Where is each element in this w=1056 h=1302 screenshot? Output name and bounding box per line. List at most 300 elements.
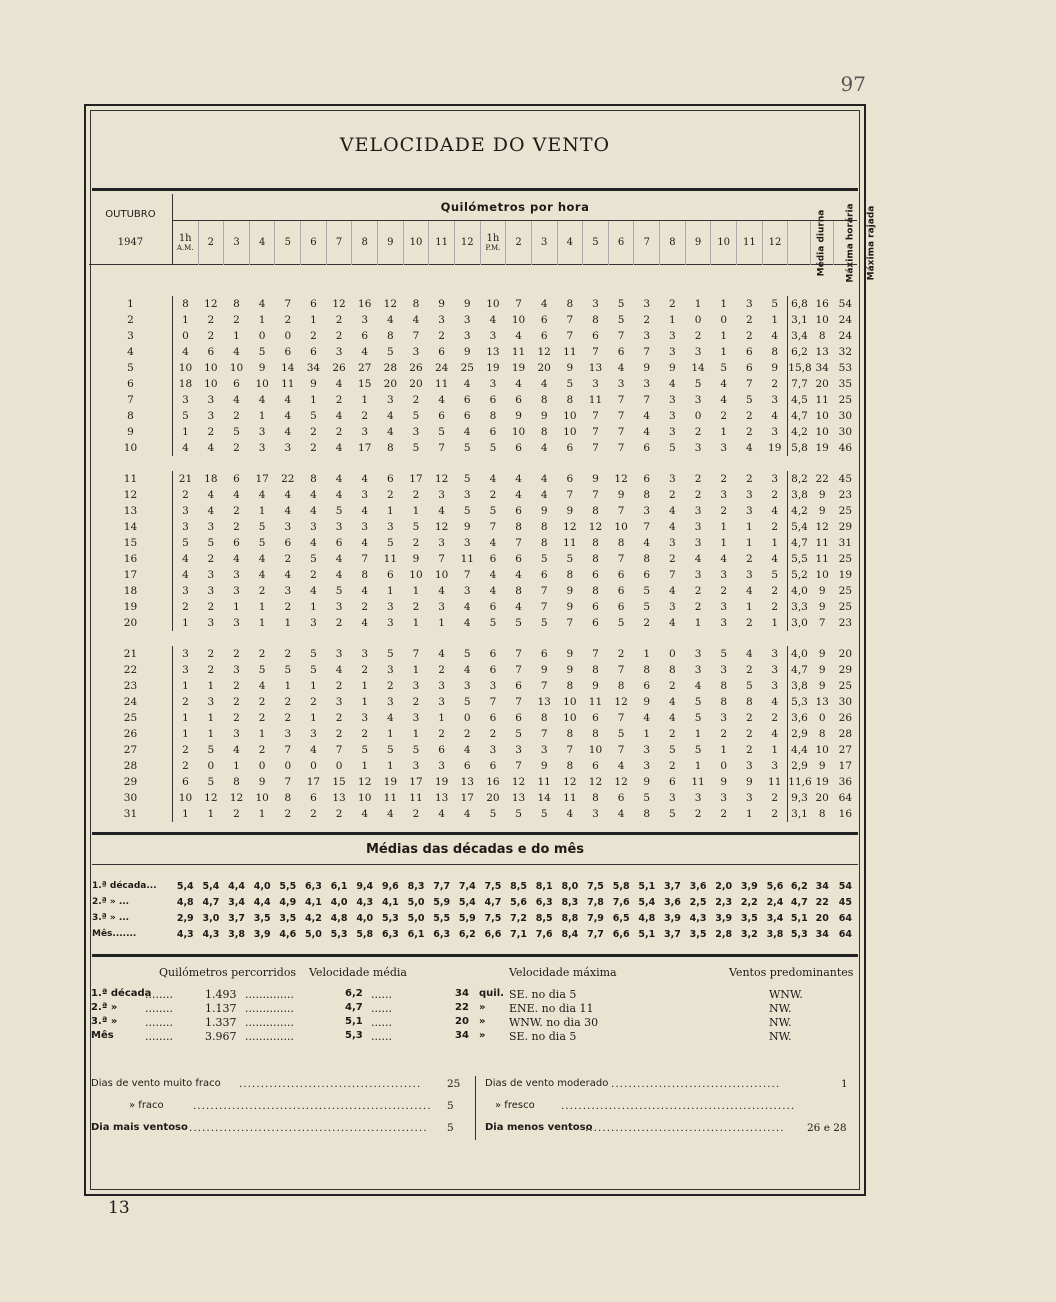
fraco-label: » fraco [129,1100,164,1111]
value-cell: 3 [233,585,240,597]
value-cell: 5 [233,426,240,438]
value-cell: 28 [838,728,853,740]
day-cell: 4 [89,344,172,360]
value-cell: 11 [281,378,295,390]
value-cell: 1 [233,760,240,772]
value-cell: 1 [745,521,753,533]
value-cell: 8 [540,537,548,549]
value-cell: 5 [540,553,548,565]
average-value: 6,3 [381,928,399,940]
hour-header: 5 [583,220,609,265]
value-cell: 4 [335,664,343,676]
value-cell: 26 [332,362,346,374]
value-cell: 8 [643,808,651,820]
value-cell: 2 [694,473,702,485]
value-cell: 7 [592,346,599,358]
value-cell: 3 [310,617,317,629]
leader-dots: ........ [145,1030,173,1043]
value-cell: 9 [540,505,548,517]
value-cell: 1 [412,505,420,517]
value-cell: 7 [566,744,574,756]
value-cell: 8 [643,553,651,565]
summary-label: 3.ª » [91,1016,118,1027]
hour-header: 11 [737,220,763,265]
value-cell: 8 [489,410,497,422]
value-cell: 9 [566,585,574,597]
value-cell: 7 [617,330,625,342]
value-cell: 3 [720,617,728,629]
average-value: 5,5 [433,912,451,924]
value-cell: 2 [643,314,651,326]
value-cell: 6 [387,473,394,485]
value-cell: 2 [335,314,343,326]
value-cell: 12 [383,298,398,310]
value-cell: 2 [745,617,753,629]
average-value: 9,6 [381,880,399,892]
value-cell: 4,2 [788,503,811,519]
value-cell: 2 [361,664,369,676]
table-row [89,440,857,456]
value-cell: 4,5 [788,392,811,408]
value-cell: 3 [720,712,728,724]
value-cell: 9 [643,696,651,708]
value-cell: 3 [463,585,471,597]
value-cell: 7 [745,378,753,390]
value-cell: 2 [387,489,394,501]
value-cell: 4 [489,537,497,549]
value-cell: 0 [818,712,826,724]
value-cell: 8 [720,696,728,708]
value-cell: 8,2 [788,471,811,487]
value-cell: 23 [838,489,853,501]
value-cell: 3 [643,298,651,310]
value-cell: 11 [537,776,551,788]
value-cell: 3 [335,601,343,613]
value-cell: 9 [566,601,574,613]
value-cell: 4 [284,410,292,422]
value-cell: 6 [463,760,471,772]
value-cell: 4 [335,569,343,581]
value-cell: 1 [207,680,215,692]
value-cell: 1 [745,537,753,549]
value-cell: 2 [412,537,420,549]
average-value: 9,4 [356,880,374,892]
value-cell: 9 [566,664,574,676]
value-cell: 8 [284,792,292,804]
value-cell: 5 [284,664,292,676]
value-cell: 32 [838,346,853,358]
value-cell: 11 [563,537,577,549]
value-cell: 5 [489,617,497,629]
summary-label: 2.ª » [91,1002,118,1013]
value-cell: 19 [434,776,449,788]
summary-header: Velocidade média [309,966,407,979]
value-cell: 3 [335,346,343,358]
value-cell: 2 [745,426,753,438]
value-cell: 2 [335,728,343,740]
average-value: 3,9 [664,912,681,924]
value-cell: 11 [691,776,705,788]
value-cell: 4 [284,569,292,581]
value-cell: 1 [694,760,702,772]
value-cell: 7 [617,442,625,454]
value-cell: 4 [361,585,369,597]
value-cell: 3 [745,298,753,310]
value-cell: 2 [233,680,240,692]
average-value: 4,3 [202,928,220,940]
value-cell: 4 [335,442,343,454]
value-cell: 2 [720,728,728,740]
value-cell: 8 [566,760,574,772]
value-cell: 6 [233,473,240,485]
value-cell: 7 [515,298,522,310]
value-cell: 6 [438,346,445,358]
value-cell: 5 [669,808,676,820]
value-cell: 0 [720,760,728,772]
value-cell: 12 [563,521,577,533]
value-cell: 9 [818,760,826,772]
value-cell: 5 [310,664,317,676]
value-cell: 2 [489,728,497,740]
day-cell: 26 [89,726,172,742]
value-cell: 9 [818,680,826,692]
value-cell: 3 [694,346,702,358]
value-cell: 3 [233,569,240,581]
value-cell: 8 [592,664,599,676]
value-cell: 9 [463,521,471,533]
average-value: 5,4 [458,896,476,908]
average-value: 3,7 [228,912,245,924]
value-cell: 1 [182,728,189,740]
average-value: 7,5 [484,880,502,892]
day-cell: 28 [89,758,172,774]
value-cell: 4 [310,489,317,501]
leader-dots: .............. [245,1016,294,1029]
value-cell: 9 [818,585,826,597]
value-cell: 1 [387,585,394,597]
value-cell: 4 [515,569,522,581]
value-cell: 3 [771,473,779,485]
value-cell: 1 [412,664,420,676]
average-value: 8,1 [535,880,553,892]
value-cell: 4 [669,696,676,708]
value-cell: 8 [361,569,369,581]
value-cell: 1 [182,680,189,692]
average-value: 8,5 [510,880,527,892]
page-number: 97 [840,72,866,96]
value-cell: 6 [617,792,625,804]
value-cell: 25 [838,585,853,597]
media-diurna-header-text: Média diurna [816,209,827,277]
hour-header: 12 [762,220,788,265]
value-cell: 29 [838,664,853,676]
title-rule [92,188,858,191]
value-cell: 15 [358,378,372,390]
value-cell: 0 [284,760,292,772]
value-cell: 5 [310,648,317,660]
value-cell: 7 [463,569,471,581]
value-cell: 4,0 [788,646,811,662]
value-cell: 3 [258,426,266,438]
value-cell: 2 [207,553,215,565]
value-cell: 4 [669,521,676,533]
value-cell: 2 [745,728,753,740]
value-cell: 4 [310,537,317,549]
value-cell: 7 [592,648,599,660]
value-cell: 24 [838,330,853,342]
value-cell: 2 [335,330,343,342]
value-cell: 3 [182,521,189,533]
value-cell: 4 [720,553,728,565]
value-cell: 8 [771,346,779,358]
value-cell: 2 [233,442,240,454]
value-cell: 4 [207,505,215,517]
table-row [89,694,857,710]
value-cell: 3 [694,792,702,804]
value-cell: 10 [563,712,577,724]
value-cell: 46 [838,442,853,454]
value-cell: 7 [515,648,522,660]
value-cell: 4 [771,410,779,422]
value-cell: 5 [207,744,215,756]
value-cell: 34 [306,362,321,374]
average-value: 5,0 [407,912,425,924]
value-cell: 30 [838,426,853,438]
average-value: 4,0 [253,880,271,892]
average-value: 7,5 [587,880,604,892]
table-row [89,487,857,503]
value-cell: 16 [815,298,829,310]
leader-dots: ........ [145,1016,173,1029]
value-cell: 4 [669,712,676,724]
value-cell: 24 [838,314,853,326]
average-value: 6,3 [433,928,451,940]
value-cell: 7 [566,489,574,501]
value-cell: 1 [412,585,420,597]
average-value: 5,1 [638,928,656,940]
page-title: VELOCIDADE DO VENTO [339,134,611,156]
value-cell: 45 [838,473,853,485]
value-cell: 1 [745,601,753,613]
value-cell: 0 [669,648,676,660]
value-cell: 3 [438,760,445,772]
value-cell: 5 [566,378,574,390]
table-row [89,710,857,726]
value-cell: 5 [566,553,574,565]
value-cell: 28 [383,362,398,374]
hour-header: 2 [198,220,224,265]
value-cell: 5 [643,792,651,804]
average-value: 2,0 [715,880,733,892]
summary-header: Quilómetros percorridos [159,966,297,979]
value-cell: 4 [617,760,625,772]
value-cell: 4,4 [788,742,811,758]
value-cell: 6 [643,442,651,454]
average-value: 45 [838,896,852,908]
direction-value: SE. no dia 5 [509,988,577,1001]
value-cell: 7 [617,553,625,565]
value-cell: 1 [771,744,779,756]
mais-ventoso-value: 5 [447,1122,454,1134]
leader-dots: .............. [245,1030,294,1043]
day-cell: 11 [89,471,172,487]
value-cell: 3 [771,648,779,660]
value-cell: 1 [258,808,266,820]
table-row [89,567,857,583]
value-cell: 3 [540,744,548,756]
average-value: 7,1 [510,928,527,940]
value-cell: 3 [669,346,676,358]
value-cell: 8 [233,776,240,788]
value-cell: 11 [815,394,829,406]
value-cell: 4,0 [788,583,811,599]
value-cell: 2 [720,410,728,422]
header-rule-cell [89,265,857,282]
value-cell: 2 [694,808,702,820]
value-cell: 3 [515,744,522,756]
average-value: 6,2 [790,880,808,892]
value-cell: 12 [229,792,244,804]
value-cell: 9 [643,362,651,374]
value-cell: 5 [412,442,420,454]
value-cell: 7 [489,696,497,708]
value-cell: 5,5 [788,551,811,567]
value-cell: 2 [771,792,779,804]
value-cell: 4 [694,553,702,565]
value-cell: 5,4 [788,519,811,535]
summary-header: Velocidade máxima [509,966,617,979]
value-cell: 6 [592,712,599,724]
value-cell: 4 [438,648,445,660]
value-cell: 11 [563,346,577,358]
hour-header: 8 [352,220,378,265]
value-cell: 3 [592,298,599,310]
value-cell: 4 [643,712,651,724]
value-cell: 3,3 [788,599,811,615]
value-cell: 4 [540,378,548,390]
value-cell: 4 [361,617,369,629]
value-cell: 2 [771,601,779,613]
value-cell: 5 [720,648,728,660]
value-cell: 9 [818,664,826,676]
value-cell: 1 [258,505,266,517]
value-cell: 7 [592,426,599,438]
value-cell: 1 [233,330,240,342]
hour-header: 11 [429,220,455,265]
value-cell: 3 [694,664,702,676]
value-cell: 3 [438,314,445,326]
value-cell: 8 [412,298,420,310]
value-cell: 7,7 [788,376,811,392]
value-cell: 7 [515,664,522,676]
value-cell: 2 [669,489,676,501]
average-value: 4,3 [356,896,374,908]
average-value: 5,5 [279,880,297,892]
value-cell: 3 [643,744,651,756]
value-cell: 9 [463,298,471,310]
value-cell: 1 [720,537,728,549]
value-cell: 3 [284,585,292,597]
average-value: 7,6 [535,928,553,940]
value-cell: 2 [745,330,753,342]
value-cell: 5 [489,808,497,820]
value-cell: 4 [361,808,369,820]
header-row [89,220,857,265]
value-cell: 7 [438,442,445,454]
value-cell: 2 [233,521,240,533]
value-cell: 4 [387,426,394,438]
value-cell: 2 [745,553,753,565]
value-cell: 3 [643,505,651,517]
value-cell: 19 [815,776,829,788]
value-cell: 1 [361,760,369,772]
value-cell: 3 [438,489,445,501]
value-cell: 2 [335,617,343,629]
averages-row [89,910,857,926]
value-cell: 5,2 [788,567,811,583]
value-cell: 12 [434,521,449,533]
average-value: 2,8 [715,928,733,940]
value-cell: 3 [643,760,651,772]
value-cell: 3 [720,489,728,501]
value-cell: 25 [460,362,474,374]
average-value: 4,1 [305,896,322,908]
value-cell: 6 [617,585,625,597]
value-cell: 2 [233,808,240,820]
leader-dots: ....................................... [611,1078,781,1090]
value-cell: 5 [771,569,779,581]
value-cell: 2 [182,760,189,772]
value-cell: 8 [818,808,826,820]
value-cell: 3 [771,394,779,406]
value-cell: 3 [207,410,215,422]
value-cell: 5 [489,505,497,517]
value-cell: 4 [335,378,343,390]
value-cell: 1 [233,601,240,613]
value-cell: 8 [540,521,548,533]
value-cell: 3 [643,330,651,342]
value-cell: 2 [310,442,317,454]
averages-bottom-rule [92,954,858,957]
value-cell: 3 [361,712,369,724]
value-cell: 1 [207,728,215,740]
value-cell: 7 [592,410,599,422]
value-cell: 0 [310,760,317,772]
hour-header: 3 [224,220,250,265]
value-cell: 17 [306,776,321,788]
value-cell: 13 [815,696,829,708]
value-cell: 7 [617,712,625,724]
day-cell: 27 [89,742,172,758]
average-label: Mês....... [92,929,137,939]
media-diurna-header [788,209,827,277]
table-row [89,535,857,551]
km-value: 3.967 [205,1030,237,1043]
value-cell: 4 [643,410,651,422]
value-cell: 8 [617,537,625,549]
value-cell: 2 [771,808,779,820]
value-cell: 4 [694,680,702,692]
value-cell: 2 [258,648,266,660]
average-value: 8,5 [535,912,553,924]
value-cell: 7 [566,330,574,342]
spacer-row [89,456,857,471]
value-cell: 9 [818,505,826,517]
value-cell: 2 [284,648,292,660]
value-cell: 6 [515,442,522,454]
value-cell: 6 [515,505,522,517]
value-cell: 4 [438,808,445,820]
